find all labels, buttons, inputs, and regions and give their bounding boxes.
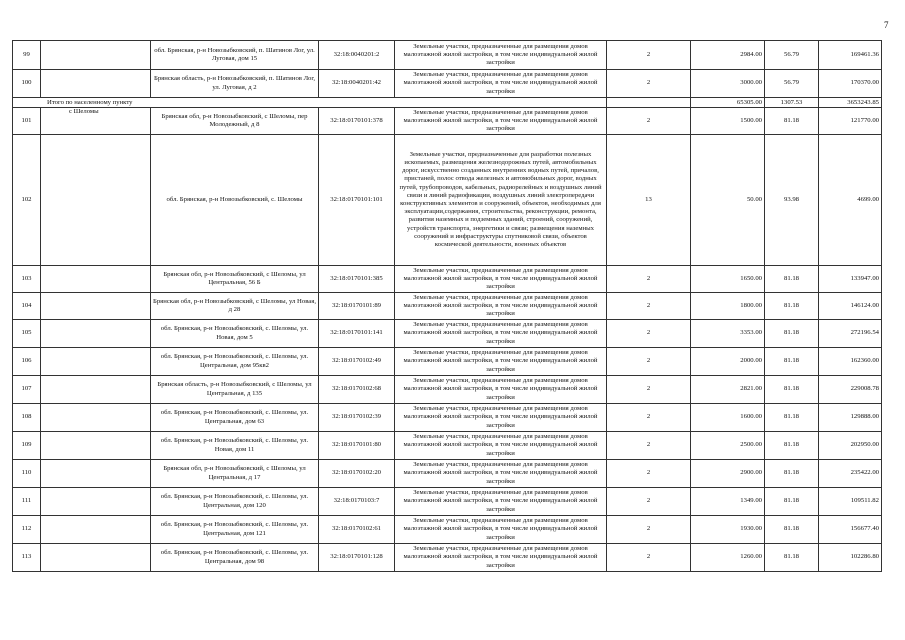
use-group: 13: [607, 135, 691, 266]
table-row: [13, 70, 882, 98]
land-use: Земельные участки, предназначенные для размещения домов малоэтажной жилой застройки, в том числе индивидуальной жилой застройки: [395, 320, 607, 348]
total-value: 3653243.85: [819, 98, 882, 108]
area: 1500.00: [691, 108, 765, 135]
use-group: 2: [607, 108, 691, 135]
address: обл. Брянская, р-н Новозыбковский, с. Шеломы, ул. Центральная, дом 95кв2: [151, 348, 319, 376]
locality: [41, 41, 151, 70]
row-number: 100: [13, 70, 41, 98]
address: обл. Брянская, р-н Новозыбковский, п. Шатинов Лог, ул. Луговая, дом 15: [151, 41, 319, 70]
cadastral-value: 133947.00: [819, 266, 882, 293]
locality: [41, 293, 151, 320]
rate: 56.79: [765, 41, 819, 70]
land-use: Земельные участки, предназначенные для размещения домов малоэтажной жилой застройки, в том числе индивидуальной жилой застройки: [395, 348, 607, 376]
land-use: Земельные участки, предназначенные для размещения домов малоэтажной жилой застройки, в том числе индивидуальной жилой застройки: [395, 544, 607, 572]
rate: 81.18: [765, 544, 819, 572]
table-row: [13, 516, 882, 544]
cadastral-value: 146124.00: [819, 293, 882, 320]
cadastral-number: 32:18:0040201:2: [319, 41, 395, 70]
cadastral-number: 32:18:0170102:39: [319, 404, 395, 432]
address: Брянская область, р-н Новозыбковский, п. Шатинов Лог, ул. Луговая, д 2: [151, 70, 319, 98]
address: обл. Брянская, р-н Новозыбковский, с. Шеломы, ул. Центральная, дом 98: [151, 544, 319, 572]
cadastral-value: 169461.36: [819, 41, 882, 70]
cadastral-value: 156677.40: [819, 516, 882, 544]
use-group: 2: [607, 348, 691, 376]
locality: [41, 348, 151, 376]
area: 2821.00: [691, 376, 765, 404]
area: 2984.00: [691, 41, 765, 70]
address: обл. Брянская, р-н Новозыбковский, с. Шеломы, ул. Центральная, дом 120: [151, 488, 319, 516]
rate: 81.18: [765, 266, 819, 293]
cadastral-number: 32:18:0170102:49: [319, 348, 395, 376]
use-group: 2: [607, 460, 691, 488]
cadastral-number: 32:18:0170102:20: [319, 460, 395, 488]
cadastral-value: 102286.80: [819, 544, 882, 572]
row-number: 109: [13, 432, 41, 460]
table-row: [13, 320, 882, 348]
use-group: 2: [607, 41, 691, 70]
table-row: [13, 376, 882, 404]
row-number: 102: [13, 135, 41, 266]
address: обл. Брянская, р-н Новозыбковский, с. Шеломы, ул. Центральная, дом 63: [151, 404, 319, 432]
area: 3000.00: [691, 70, 765, 98]
cadastral-number: 32:18:0170101:378: [319, 108, 395, 135]
use-group: 2: [607, 432, 691, 460]
address: обл. Брянская, р-н Новозыбковский, с. Шеломы, ул. Центральная, дом 121: [151, 516, 319, 544]
land-use: Земельные участки, предназначенные для размещения домов малоэтажной жилой застройки, в том числе индивидуальной жилой застройки: [395, 41, 607, 70]
cadastral-value: 4699.00: [819, 135, 882, 266]
row-number: 110: [13, 460, 41, 488]
row-number: 112: [13, 516, 41, 544]
cadastral-number: 32:18:0170102:61: [319, 516, 395, 544]
cadastral-value: 229008.78: [819, 376, 882, 404]
address: Брянская обл, р-н Новозыбковский, с Шеломы, ул Центральная, 56 Б: [151, 266, 319, 293]
cadastral-value: 272196.54: [819, 320, 882, 348]
address: обл. Брянская, р-н Новозыбковский, с. Шеломы, ул. Новая, дом 5: [151, 320, 319, 348]
locality: [41, 376, 151, 404]
area: 2500.00: [691, 432, 765, 460]
area: 3353.00: [691, 320, 765, 348]
area: 2900.00: [691, 460, 765, 488]
rate: 81.18: [765, 432, 819, 460]
table-row: [13, 348, 882, 376]
row-number: 103: [13, 266, 41, 293]
cadastral-value: 235422.00: [819, 460, 882, 488]
locality: [41, 460, 151, 488]
use-group: 2: [607, 320, 691, 348]
land-use: Земельные участки, предназначенные для размещения домов малоэтажной жилой застройки, в том числе индивидуальной жилой застройки: [395, 460, 607, 488]
table-row: [13, 404, 882, 432]
address: Брянская обл, р-н Новозыбковский, с Шеломы, ул Новая, д 28: [151, 293, 319, 320]
row-number: 113: [13, 544, 41, 572]
address: Брянская обл, р-н Новозыбковский, с Шеломы, пер Молодежный, д 8: [151, 108, 319, 135]
address: обл. Брянская, р-н Новозыбковский, с. Шеломы: [151, 135, 319, 266]
cadastral-value: 121770.00: [819, 108, 882, 135]
cadastral-value: 170370.00: [819, 70, 882, 98]
table-row: [13, 460, 882, 488]
cadastral-value: 109511.82: [819, 488, 882, 516]
land-use: Земельные участки, предназначенные для размещения домов малоэтажной жилой застройки, в том числе индивидуальной жилой застройки: [395, 404, 607, 432]
rate: 93.98: [765, 135, 819, 266]
locality: [41, 432, 151, 460]
total-label: Итого по населенному пункту: [13, 98, 607, 108]
total-use-group: [607, 98, 691, 108]
cadastral-number: 32:18:0170101:89: [319, 293, 395, 320]
land-use: Земельные участки, предназначенные для разработки полезных ископаемых, размещения железнодорожных путей, автомобильных дорог, искусственно созданных внутренних водных путей, причалов, пристаней, полос отвода железных и автомобильных дорог, водных путей, трубопроводов, кабельных, радиорелейных и воздушных линий связи и линий радиофикации, воздушных линий электропередачи конструктивных элементов и сооружений, объектов, необходимых для эксплуатации,содержания, строительства, реконструкции, ремонта, развития наземных и подземных зданий, строений, сооружений, устройств транспорта, энергетики и связи; размещения наземных сооружений и инфраструктуры спутниковой связи, объектов космической деятельности, военных объектов: [395, 135, 607, 266]
row-number: 107: [13, 376, 41, 404]
row-number: 101: [13, 108, 41, 135]
area: 50.00: [691, 135, 765, 266]
use-group: 2: [607, 488, 691, 516]
rate: 81.18: [765, 404, 819, 432]
area: 1600.00: [691, 404, 765, 432]
rate: 81.18: [765, 293, 819, 320]
locality: [41, 516, 151, 544]
rate: 56.79: [765, 70, 819, 98]
total-area: 65305.00: [691, 98, 765, 108]
table-row: [13, 108, 882, 135]
cadastral-value: 202950.00: [819, 432, 882, 460]
rate: 81.18: [765, 108, 819, 135]
address: Брянская область, р-н Новозыбковский, с Шеломы, ул Центральная, д 135: [151, 376, 319, 404]
locality: [41, 488, 151, 516]
area: 1800.00: [691, 293, 765, 320]
land-register-table: [12, 40, 882, 572]
table-row: [13, 432, 882, 460]
address: Брянская обл, р-н Новозыбковский, с Шеломы, ул Центральная, д 17: [151, 460, 319, 488]
table-row: [13, 544, 882, 572]
rate: 81.18: [765, 320, 819, 348]
cadastral-number: 32:18:0170101:80: [319, 432, 395, 460]
area: 1930.00: [691, 516, 765, 544]
cadastral-number: 32:18:0170101:385: [319, 266, 395, 293]
area: 1650.00: [691, 266, 765, 293]
use-group: 2: [607, 293, 691, 320]
locality: [41, 404, 151, 432]
locality: [41, 320, 151, 348]
use-group: 2: [607, 516, 691, 544]
cadastral-value: 129888.00: [819, 404, 882, 432]
cadastral-number: 32:18:0170101:141: [319, 320, 395, 348]
land-use: Земельные участки, предназначенные для размещения домов малоэтажной жилой застройки, в том числе индивидуальной жилой застройки: [395, 70, 607, 98]
cadastral-number: 32:18:0040201:42: [319, 70, 395, 98]
table-row: [13, 293, 882, 320]
rate: 81.18: [765, 516, 819, 544]
table-row: [13, 135, 882, 266]
total-row: [13, 98, 882, 108]
cadastral-number: 32:18:0170101:101: [319, 135, 395, 266]
rate: 81.18: [765, 460, 819, 488]
cadastral-number: 32:18:0170101:128: [319, 544, 395, 572]
land-use: Земельные участки, предназначенные для размещения домов малоэтажной жилой застройки, в том числе индивидуальной жилой застройки: [395, 432, 607, 460]
row-number: 111: [13, 488, 41, 516]
table-row: [13, 266, 882, 293]
use-group: 2: [607, 70, 691, 98]
rate: 81.18: [765, 376, 819, 404]
row-number: 106: [13, 348, 41, 376]
land-use: Земельные участки, предназначенные для размещения домов малоэтажной жилой застройки, в том числе индивидуальной жилой застройки: [395, 376, 607, 404]
rate: 81.18: [765, 348, 819, 376]
row-number: 105: [13, 320, 41, 348]
use-group: 2: [607, 266, 691, 293]
area: 1349.00: [691, 488, 765, 516]
rate: 81.18: [765, 488, 819, 516]
area: 1260.00: [691, 544, 765, 572]
address: обл. Брянская, р-н Новозыбковский, с. Шеломы, ул. Новая, дом 11: [151, 432, 319, 460]
row-number: 99: [13, 41, 41, 70]
use-group: 2: [607, 544, 691, 572]
locality: [41, 544, 151, 572]
row-number: 104: [13, 293, 41, 320]
locality: [41, 135, 151, 266]
row-number: 108: [13, 404, 41, 432]
locality: [41, 70, 151, 98]
land-use: Земельные участки, предназначенные для размещения домов малоэтажной жилой застройки, в том числе индивидуальной жилой застройки: [395, 108, 607, 135]
locality: [41, 266, 151, 293]
land-use: Земельные участки, предназначенные для размещения домов малоэтажной жилой застройки, в том числе индивидуальной жилой застройки: [395, 488, 607, 516]
land-use: Земельные участки, предназначенные для размещения домов малоэтажной жилой застройки, в том числе индивидуальной жилой застройки: [395, 266, 607, 293]
total-rate: 1307.53: [765, 98, 819, 108]
area: 2000.00: [691, 348, 765, 376]
table-row: [13, 41, 882, 70]
page-number: 7: [884, 20, 889, 30]
table-row: [13, 488, 882, 516]
use-group: 2: [607, 376, 691, 404]
use-group: 2: [607, 404, 691, 432]
cadastral-number: 32:18:0170103:7: [319, 488, 395, 516]
land-use: Земельные участки, предназначенные для размещения домов малоэтажной жилой застройки, в том числе индивидуальной жилой застройки: [395, 516, 607, 544]
land-use: Земельные участки, предназначенные для размещения домов малоэтажной жилой застройки, в том числе индивидуальной жилой застройки: [395, 293, 607, 320]
cadastral-number: 32:18:0170102:68: [319, 376, 395, 404]
locality: с Шеломы: [41, 108, 151, 135]
cadastral-value: 162360.00: [819, 348, 882, 376]
